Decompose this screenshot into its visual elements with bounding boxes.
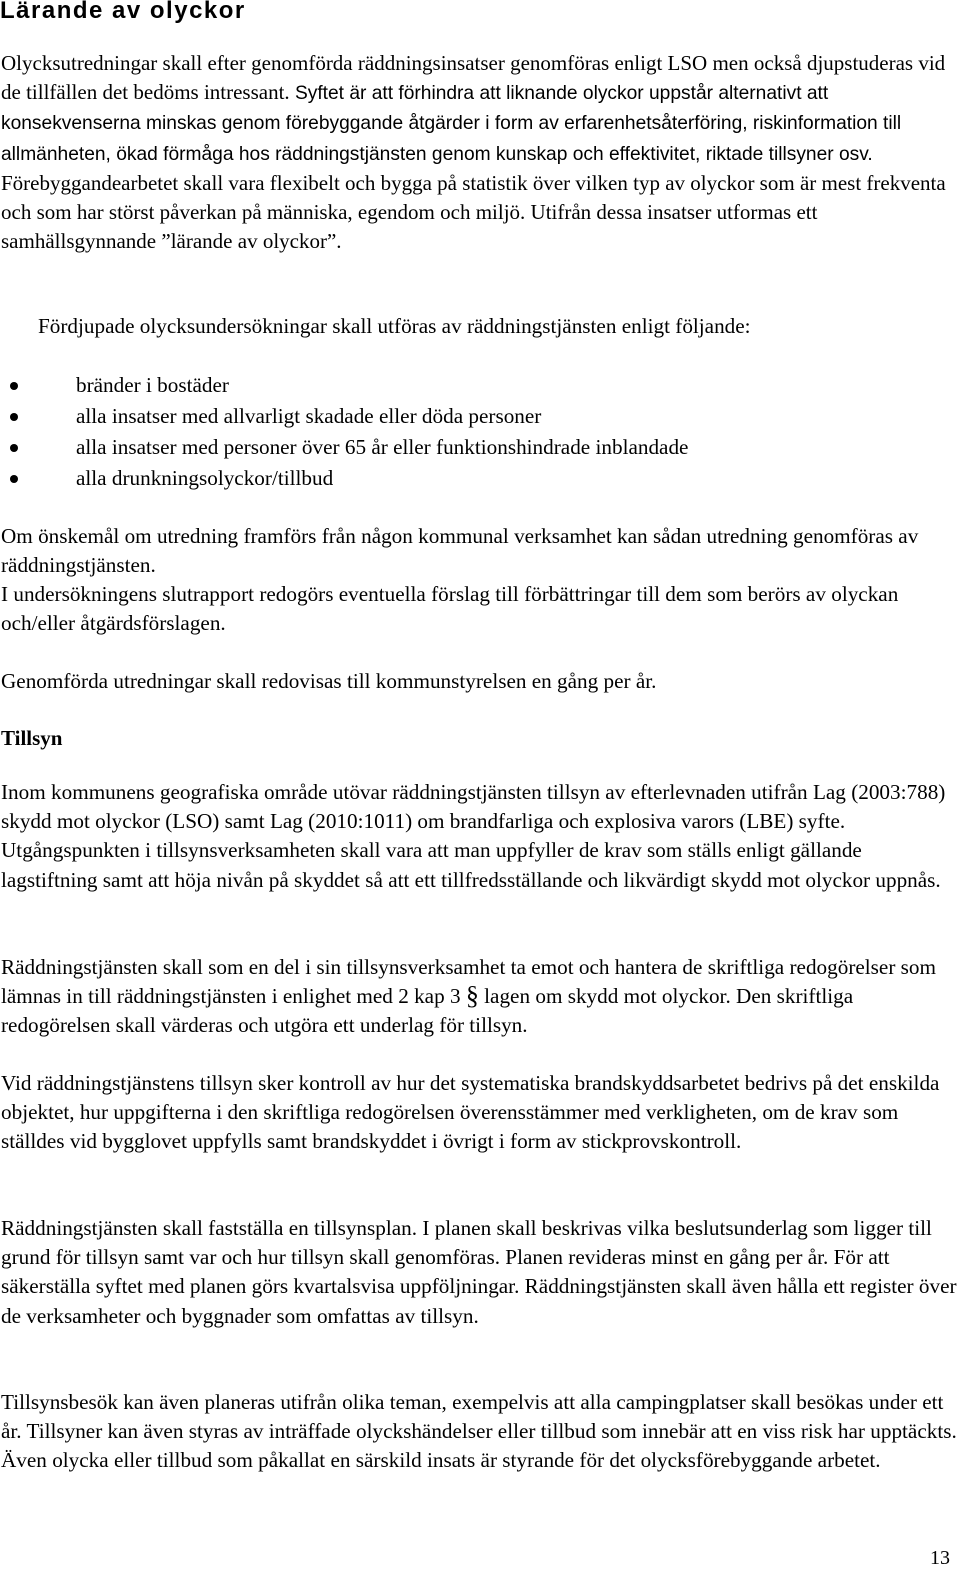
tillsyn-paragraph-5: Tillsynsbesök kan även planeras utifrån olika teman, exempelvis att alla campingplatser skall besökas under ett år. Tillsyner kan även styras av inträffade olyckshändelser eller tillbud som innebär att en viss risk har upptäckts. Även olycka eller tillbud som påkallat en särskild insats är styrande för det olycksförebyggande arbetet.: [1, 1390, 957, 1473]
tillsyn-paragraph-1: Inom kommunens geografiska område utövar räddningstjänsten tillsyn av efterlevnaden utifrån Lag (2003:788) skydd mot olyckor (LSO) samt Lag (2010:1011) om brandfarliga och explosiva varors (LBE) syfte. Utgångspunkten i tillsynsverksamheten skall vara att man uppfyller de krav som ställs enligt gällande lagstiftning samt att höja nivån på skyddet så att ett tillfredsställande och likvärdigt skydd mot olyckor uppnås.: [1, 780, 946, 892]
intro-paragraph: [1, 49, 959, 256]
bullet-icon: [10, 444, 18, 452]
tillsyn-p2-text-before: Räddningstjänsten skall som en del i sin tillsynsverksamhet ta emot och hantera de skriftliga redogörelser som lämnas in till räddningstjänsten i enlighet med 2 kap 3: [1, 955, 936, 1009]
list-item-text: alla insatser med personer över 65 år eller funktionshindrade inblandade: [76, 435, 689, 459]
tillsyn-paragraph-4: Räddningstjänsten skall fastställa en tillsynsplan. I planen skall beskrivas vilka beslutsunderlag som ligger till grund för tillsyn samt var och hur tillsyn skall genomföras. Planen revideras minst en gång per år. För att säkerställa syftet med planen görs kvartalsvisa uppföljningar. Räddningstjänsten skall även hålla ett register över de verksamheter och byggnader som omfattas av tillsyn.: [1, 1216, 957, 1328]
tillsyn-paragraph-3: Vid räddningstjänstens tillsyn sker kontroll av hur det systematiska brandskyddsarbetet bedrivs på det enskilda objektet, hur uppgifterna i den skriftliga redogörelsen överensstämmer med verkligheten, om de krav som ställdes vid bygglovet uppfylls samt brandskyddet i övrigt i form av stickprovskontroll.: [1, 1071, 940, 1154]
intro-serif-tail: Förebyggandearbetet skall vara flexibelt och bygga på statistik över vilken typ av olyckor som är mest frekventa och som har störst påverkan på människa, egendom och miljö. Utifrån dessa insatser utformas ett samhällsgynnande ”lärande av olyckor”.: [1, 170, 946, 254]
bullet-icon: [10, 475, 18, 483]
list-item-text: bränder i bostäder: [76, 373, 229, 397]
request-paragraph: Om önskemål om utredning framförs från någon kommunal verksamhet kan sådan utredning genomföras av räddningstjänsten.: [1, 524, 919, 578]
deep-investigation-intro: Fördjupade olycksundersökningar skall utföras av räddningstjänsten enligt följande:: [38, 314, 751, 338]
tillsyn-heading: Tillsyn: [1, 726, 63, 750]
intro-serif-text: Olycksutredningar skall efter genomförda räddningsinsatser genomföras enligt LSO men också djupstuderas vid de tillfällen det bedöms intressant.: [1, 51, 946, 105]
reporting-paragraph: Genomförda utredningar skall redovisas till kommunstyrelsen en gång per år.: [1, 669, 657, 693]
list-item-text: alla insatser med allvarligt skadade eller döda personer: [76, 404, 542, 428]
bullet-icon: [10, 413, 18, 421]
section-heading: Lärande av olyckor: [0, 0, 246, 24]
page-number: 13: [930, 1547, 950, 1569]
tillsyn-paragraph-2: [1, 953, 959, 1041]
intro-sans-text: Syftet är att förhindra att liknande olyckor uppstår alternativt att konsekvenserna minskas genom förebyggande åtgärder i form av erfarenhetsåterföring, riskinformation till allmänheten, ökad förmåga hos räddningstjänsten genom kunskap och effektivitet, riktade tillsyner osv.: [1, 83, 902, 165]
report-paragraph: I undersökningens slutrapport redogörs eventuella förslag till förbättringar till dem som berörs av olyckan och/eller åtgärdsförslagen.: [1, 582, 899, 636]
bullet-icon: [10, 382, 18, 390]
list-item-text: alla drunkningsolyckor/tillbud: [76, 466, 334, 490]
tillsyn-p2-text-after: lagen om skydd mot olyckor. Den skriftliga redogörelsen skall värderas och utgöra ett underlag för tillsyn.: [1, 984, 854, 1038]
section-sign: §: [465, 981, 479, 1011]
